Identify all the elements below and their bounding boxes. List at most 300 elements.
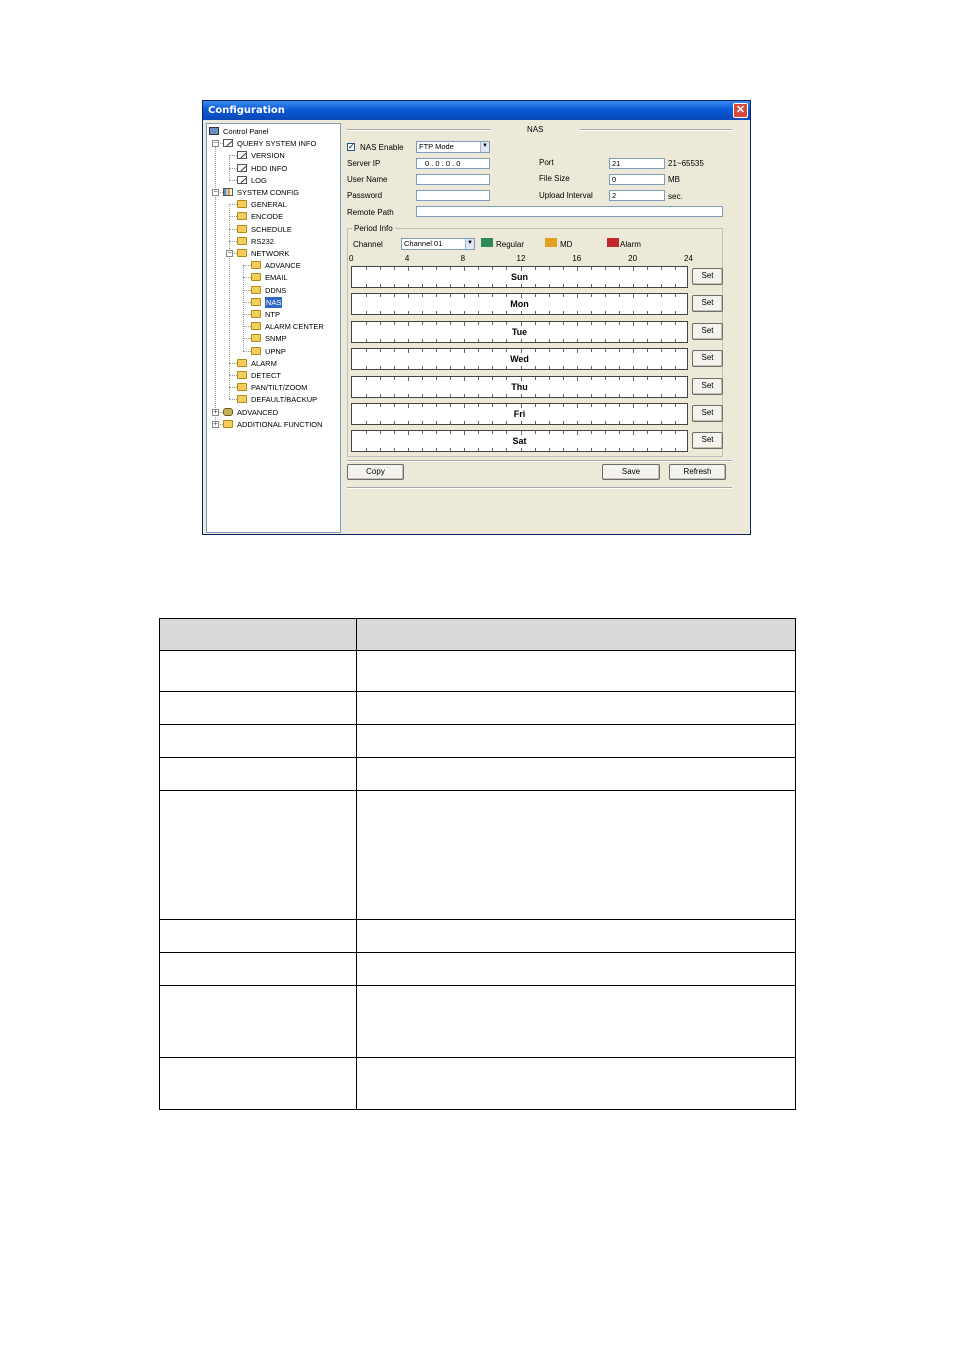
hour-tick: [535, 294, 536, 297]
hour-tick: [577, 421, 578, 424]
mode-select-value: FTP Mode: [419, 142, 454, 151]
user-name-field[interactable]: [416, 174, 490, 185]
parameter-table: [159, 618, 796, 1110]
folder-icon: [251, 273, 261, 281]
hour-tick: [408, 339, 409, 342]
close-icon[interactable]: ✕: [733, 103, 748, 118]
hour-tick: [633, 311, 634, 314]
hour-tick: [661, 349, 662, 352]
hour-tick: [549, 311, 550, 314]
hour-tick: [408, 377, 409, 381]
folder-open-icon: [251, 298, 261, 306]
hour-tick: [422, 322, 423, 325]
hour-tick: [408, 394, 409, 397]
hour-tick: [633, 267, 634, 271]
legend-swatch-md: [545, 238, 557, 247]
password-field[interactable]: [416, 190, 490, 201]
hour-tick: [521, 339, 522, 342]
table-row: [160, 651, 796, 692]
hour-tick: [577, 284, 578, 287]
day-name: Fri: [513, 409, 526, 419]
hour-tick: [366, 267, 367, 270]
hour-tick: [464, 448, 465, 451]
hour-tick: [591, 404, 592, 407]
hour-tick: [605, 267, 606, 270]
hour-tick: [366, 322, 367, 325]
password-label: Password: [347, 191, 383, 200]
hour-tick: [450, 366, 451, 369]
hour-tick: [422, 404, 423, 407]
hour-tick: [549, 349, 550, 352]
hour-tick: [633, 448, 634, 451]
hour-tick: [366, 339, 367, 342]
hour-tick: [492, 267, 493, 270]
hour-tick: [521, 448, 522, 451]
hour-tick: [633, 284, 634, 287]
table-row: [160, 758, 796, 791]
tree-item-label: ALARM: [251, 358, 277, 368]
hour-tick: [436, 377, 437, 380]
hour-tick: [436, 394, 437, 397]
hour-tick: [591, 366, 592, 369]
hour-tick: [647, 267, 648, 270]
hour-label: 8: [460, 254, 466, 263]
hour-tick: [506, 431, 507, 434]
set-button-thu[interactable]: Set: [692, 378, 723, 395]
hour-tick: [619, 448, 620, 451]
tree-item-label: SNMP: [265, 334, 287, 344]
hour-tick: [436, 431, 437, 434]
file-size-label: File Size: [539, 174, 570, 183]
hour-tick: [380, 421, 381, 424]
hour-tick: [549, 404, 550, 407]
hour-tick: [675, 284, 676, 287]
hour-tick: [436, 339, 437, 342]
day-name: Wed: [510, 354, 529, 365]
set-button-fri[interactable]: Set: [692, 405, 723, 422]
hour-tick: [464, 421, 465, 424]
document-icon: [237, 164, 247, 172]
upload-interval-label: Upload Interval: [539, 191, 593, 200]
hour-tick: [464, 322, 465, 326]
hour-tick: [661, 448, 662, 451]
hour-tick: [366, 311, 367, 314]
hour-tick: [619, 377, 620, 380]
hour-tick: [506, 322, 507, 325]
hour-tick: [521, 322, 522, 326]
hour-tick: [450, 448, 451, 451]
hour-tick: [577, 322, 578, 326]
hour-tick: [380, 431, 381, 434]
hour-tick: [563, 431, 564, 434]
hour-tick: [563, 349, 564, 352]
hour-tick: [408, 404, 409, 408]
mode-select[interactable]: [416, 141, 490, 153]
hour-tick: [478, 311, 479, 314]
hour-tick: [563, 322, 564, 325]
hour-tick: [675, 294, 676, 297]
set-button-tue[interactable]: Set: [692, 323, 723, 340]
hour-tick: [605, 394, 606, 397]
hour-tick: [394, 339, 395, 342]
copy-button[interactable]: Copy: [347, 464, 404, 480]
file-size-field[interactable]: 0: [609, 174, 665, 185]
hour-tick: [661, 366, 662, 369]
hour-tick: [563, 339, 564, 342]
user-name-label: User Name: [347, 175, 388, 184]
hour-tick: [591, 349, 592, 352]
hour-tick: [535, 421, 536, 424]
hour-tick: [464, 431, 465, 435]
hour-tick: [535, 431, 536, 434]
hour-tick: [647, 349, 648, 352]
hour-tick: [563, 267, 564, 270]
table-row: [160, 986, 796, 1058]
tree-item-label: DEFAULT/BACKUP: [251, 395, 318, 405]
hour-tick: [675, 366, 676, 369]
tree-item-label: Control Panel: [223, 127, 269, 136]
hour-tick: [506, 421, 507, 424]
hour-tick: [633, 404, 634, 408]
folder-icon: [237, 371, 247, 379]
save-button[interactable]: Save: [602, 464, 660, 480]
hour-tick: [675, 322, 676, 325]
hour-tick: [408, 322, 409, 326]
port-label: Port: [539, 158, 554, 167]
hour-tick: [535, 404, 536, 407]
table-header-row: [160, 619, 796, 651]
remote-path-label: Remote Path: [347, 208, 394, 217]
tree-item-label: PAN/TILT/ZOOM: [251, 383, 308, 393]
hour-tick: [464, 294, 465, 298]
hour-tick: [661, 294, 662, 297]
hour-tick: [633, 377, 634, 381]
hour-tick: [394, 366, 395, 369]
hour-tick: [591, 284, 592, 287]
legend-label-md: MD: [560, 240, 573, 249]
hour-tick: [521, 267, 522, 271]
hour-tick: [394, 294, 395, 297]
day-timeline-sat[interactable]: [351, 430, 688, 452]
hour-tick: [408, 431, 409, 435]
hour-tick: [549, 267, 550, 270]
hour-tick: [591, 394, 592, 397]
hour-tick: [450, 377, 451, 380]
hour-tick: [535, 448, 536, 451]
set-button-sun[interactable]: Set: [692, 268, 723, 285]
tree-item-label: EMAIL: [265, 273, 288, 283]
file-size-unit: MB: [668, 175, 680, 184]
nas-enable-checkbox[interactable]: [347, 143, 355, 151]
legend-swatch-regular: [481, 238, 493, 247]
hour-tick: [366, 294, 367, 297]
hour-tick: [591, 448, 592, 451]
hour-tick: [464, 339, 465, 342]
hour-tick: [577, 404, 578, 408]
configuration-window: [202, 100, 751, 535]
hour-tick: [436, 284, 437, 287]
hour-tick: [450, 322, 451, 325]
tree-item-label: DETECT: [251, 371, 281, 380]
port-range: 21~65535: [668, 159, 704, 168]
hour-tick: [450, 294, 451, 297]
expand-icon[interactable]: +: [213, 408, 218, 416]
hour-tick: [605, 339, 606, 342]
window-title: Configuration: [208, 105, 285, 116]
collapse-icon[interactable]: −: [227, 250, 232, 257]
hour-tick: [577, 448, 578, 451]
legend-swatch-alarm: [607, 238, 619, 247]
hour-tick: [661, 421, 662, 424]
hour-tick: [619, 284, 620, 287]
hour-tick: [535, 339, 536, 342]
channel-select[interactable]: [401, 238, 475, 250]
hour-tick: [408, 267, 409, 271]
hour-tick: [394, 311, 395, 314]
hour-tick: [436, 421, 437, 424]
hour-tick: [450, 284, 451, 287]
nas-config-panel: [343, 123, 748, 533]
hour-tick: [436, 294, 437, 297]
hour-tick: [647, 394, 648, 397]
title-bar[interactable]: [203, 101, 750, 120]
hour-tick: [591, 294, 592, 297]
tree-item-label: DDNS: [265, 285, 287, 295]
hour-tick: [647, 448, 648, 451]
upload-interval-field[interactable]: 2: [609, 190, 665, 201]
hour-tick: [563, 284, 564, 287]
hour-tick: [436, 349, 437, 352]
hour-tick: [633, 394, 634, 397]
hour-tick: [619, 322, 620, 325]
hour-tick: [408, 448, 409, 451]
hour-tick: [380, 339, 381, 342]
hour-tick: [577, 294, 578, 298]
hour-tick: [577, 311, 578, 314]
hour-tick: [675, 421, 676, 424]
hour-tick: [549, 431, 550, 434]
hour-tick: [394, 404, 395, 407]
hour-tick: [549, 366, 550, 369]
hour-tick: [492, 294, 493, 297]
hour-tick: [661, 311, 662, 314]
hour-tick: [422, 267, 423, 270]
hour-tick: [408, 349, 409, 353]
hour-tick: [661, 404, 662, 407]
channel-select-value: Channel 01: [404, 239, 443, 248]
table-row: [160, 791, 796, 920]
hour-tick: [478, 421, 479, 424]
hour-tick: [478, 394, 479, 397]
section-title: NAS: [527, 125, 544, 134]
collapse-icon[interactable]: −: [213, 189, 218, 196]
hour-tick: [506, 339, 507, 342]
day-name: Thu: [511, 381, 528, 392]
day-name: Sat: [512, 436, 527, 447]
port-field[interactable]: 21: [609, 158, 665, 169]
day-timeline-wed[interactable]: [351, 348, 688, 370]
hour-tick: [408, 284, 409, 287]
folder-icon: [223, 420, 233, 428]
hour-tick: [577, 377, 578, 381]
hour-tick: [521, 284, 522, 287]
hour-tick: [549, 294, 550, 297]
hour-tick: [366, 349, 367, 352]
hour-tick: [619, 267, 620, 270]
hour-tick: [549, 284, 550, 287]
tree-item-label: ALARM CENTER: [265, 322, 324, 332]
hour-tick: [366, 394, 367, 397]
hour-tick: [492, 431, 493, 434]
hour-label: 0: [349, 254, 354, 263]
tree-item-label: QUERY SYSTEM INFO: [237, 139, 317, 149]
folder-icon: [237, 237, 247, 245]
tree-item-label: RS232: [251, 236, 274, 246]
hour-tick: [464, 311, 465, 314]
hour-tick: [492, 349, 493, 352]
hour-tick: [492, 377, 493, 380]
tree-item-label: LOG: [251, 175, 267, 185]
legend-label-regular: Regular: [496, 240, 525, 249]
hour-tick: [647, 294, 648, 297]
hour-tick: [619, 294, 620, 297]
folder-icon: [237, 249, 247, 257]
hour-tick: [577, 394, 578, 397]
hour-tick: [647, 404, 648, 407]
hour-tick: [591, 421, 592, 424]
hour-tick: [422, 311, 423, 314]
hour-tick: [647, 339, 648, 342]
hour-tick: [394, 377, 395, 380]
server-ip-field[interactable]: [416, 158, 490, 169]
folder-icon: [251, 286, 261, 294]
hour-tick: [436, 311, 437, 314]
hour-tick: [366, 366, 367, 369]
day-timeline-sun[interactable]: [351, 266, 688, 288]
tree-item-label: ADVANCE: [265, 261, 301, 271]
hour-tick: [506, 349, 507, 352]
hour-tick: [422, 448, 423, 451]
expand-icon[interactable]: +: [213, 420, 218, 428]
hour-tick: [605, 366, 606, 369]
hour-tick: [675, 339, 676, 342]
hour-tick: [563, 366, 564, 369]
hour-tick: [675, 267, 676, 270]
tree-item-label: SCHEDULE: [251, 224, 292, 234]
hour-tick: [521, 294, 522, 298]
hour-tick: [492, 448, 493, 451]
hour-tick: [506, 394, 507, 397]
folder-icon: [237, 395, 247, 403]
hour-tick: [492, 339, 493, 342]
remote-path-field[interactable]: [416, 206, 723, 217]
refresh-button[interactable]: Refresh: [669, 464, 726, 480]
hour-tick: [633, 294, 634, 298]
day-timeline-thu[interactable]: [351, 376, 688, 398]
hour-tick: [605, 349, 606, 352]
hour-tick: [549, 394, 550, 397]
hour-tick: [394, 284, 395, 287]
hour-tick: [464, 366, 465, 369]
hour-tick: [478, 431, 479, 434]
hour-tick: [492, 322, 493, 325]
hour-tick: [647, 421, 648, 424]
hour-tick: [422, 284, 423, 287]
hour-tick: [506, 294, 507, 297]
hour-tick: [619, 349, 620, 352]
check-icon: ✓: [348, 142, 355, 151]
hour-tick: [408, 421, 409, 424]
hour-tick: [661, 267, 662, 270]
hour-tick: [549, 339, 550, 342]
hour-tick: [478, 284, 479, 287]
tree-item-label: ADVANCED: [237, 407, 279, 417]
config-icon: [223, 188, 233, 196]
hour-tick: [380, 448, 381, 451]
folder-icon: [251, 310, 261, 318]
hour-tick: [436, 366, 437, 369]
hour-tick: [647, 377, 648, 380]
hour-tick: [436, 448, 437, 451]
day-timeline-mon[interactable]: [351, 293, 688, 315]
hour-tick: [394, 267, 395, 270]
hour-tick: [577, 267, 578, 271]
hour-tick: [647, 431, 648, 434]
day-timeline-fri[interactable]: [351, 403, 688, 425]
set-button-sat[interactable]: Set: [692, 432, 723, 449]
hour-label: 4: [404, 254, 410, 263]
hour-tick: [422, 431, 423, 434]
hour-tick: [366, 431, 367, 434]
hour-tick: [605, 294, 606, 297]
hour-tick: [492, 394, 493, 397]
hour-tick: [619, 394, 620, 397]
hour-tick: [605, 322, 606, 325]
hour-tick: [675, 404, 676, 407]
hour-label: 16: [572, 254, 582, 263]
tree-item-label: NTP: [265, 310, 280, 319]
set-button-mon[interactable]: Set: [692, 295, 723, 312]
set-button-wed[interactable]: Set: [692, 350, 723, 367]
folder-icon: [251, 334, 261, 342]
hour-tick: [408, 311, 409, 314]
legend-label-alarm: Alarm: [620, 240, 641, 249]
hour-tick: [521, 377, 522, 381]
collapse-icon[interactable]: −: [213, 140, 218, 148]
folder-icon: [237, 212, 247, 220]
hour-tick: [535, 311, 536, 314]
hour-tick: [380, 377, 381, 380]
hour-tick: [521, 394, 522, 397]
hour-tick: [661, 394, 662, 397]
day-name: Tue: [511, 326, 528, 337]
day-timeline-tue[interactable]: [351, 321, 688, 343]
folder-icon: [237, 359, 247, 367]
hour-tick: [605, 311, 606, 314]
hour-tick: [450, 339, 451, 342]
hour-tick: [380, 394, 381, 397]
hour-tick: [675, 448, 676, 451]
hour-tick: [394, 431, 395, 434]
hour-tick: [633, 431, 634, 435]
hour-tick: [647, 311, 648, 314]
tree-item-label: GENERAL: [251, 200, 287, 210]
hour-tick: [591, 311, 592, 314]
hour-tick: [577, 431, 578, 435]
hour-tick: [408, 366, 409, 369]
hour-tick: [422, 349, 423, 352]
day-name: Sun: [511, 272, 528, 282]
